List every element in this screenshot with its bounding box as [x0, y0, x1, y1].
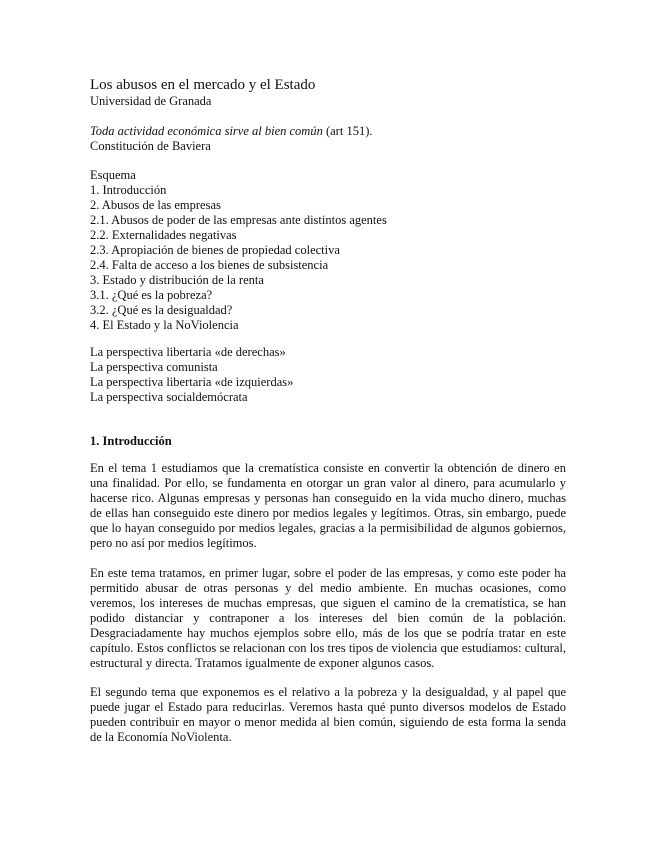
document-subtitle: Universidad de Granada — [90, 94, 212, 108]
outline-item: 2. Abusos de las empresas — [90, 198, 221, 212]
document-title: Los abusos en el mercado y el Estado — [90, 77, 316, 93]
outline — [90, 168, 566, 333]
outline-heading: Esquema — [90, 168, 136, 182]
outline-item: 4. El Estado y la NoViolencia — [90, 318, 239, 332]
outline-item: 2.4. Falta de acceso a los bienes de subsistencia — [90, 258, 329, 272]
perspective-item: La perspectiva comunista — [90, 360, 218, 374]
paragraph: En este tema tratamos, en primer lugar, sobre el poder de las empresas, y como este poder ha permitido abusar de otras personas y del medio ambiente. En muchas ocasiones, como veremos, los intereses de muchas empresas, que siguen el camino de la crematística, se han podido distanciar y contraponer a los intereses del bien común de la población. Desgraciadamente hay muchos ejemplos sobre ello, más de los que se podría tratar en este capítulo. Estos conflictos se relacionan con los tres tipos de violencia que estudiamos: cultural, estructural y directa. Tratamos igualmente de exponer algunos casos. — [90, 566, 566, 670]
paragraph: El segundo tema que exponemos es el relativo a la pobreza y la desigualdad, y al papel que puede jugar el Estado para reducirlas. Veremos hasta qué punto diversos modelos de Estado pueden contribuir en mayor o menor medida al bien común, siguiendo de esta forma la senda de la Economía NoViolenta. — [90, 685, 566, 744]
title-block — [90, 77, 566, 109]
epigraph — [90, 124, 566, 154]
outline-item: 2.1. Abusos de poder de las empresas ante distintos agentes — [90, 213, 387, 227]
perspectives-list — [90, 345, 566, 405]
perspective-item: La perspectiva libertaria «de derechas» — [90, 345, 286, 359]
outline-item: 2.3. Apropiación de bienes de propiedad colectiva — [90, 243, 340, 257]
perspective-item: La perspectiva libertaria «de izquierdas» — [90, 375, 294, 389]
epigraph-quote-ref: (art 151). — [322, 124, 373, 138]
epigraph-quote — [90, 124, 566, 139]
outline-item: 3.1. ¿Qué es la pobreza? — [90, 288, 213, 302]
outline-item: 1. Introducción — [90, 183, 167, 197]
outline-item: 2.2. Externalidades negativas — [90, 228, 237, 242]
perspective-item: La perspectiva socialdemócrata — [90, 390, 248, 404]
section-heading: 1. Introducción — [90, 434, 172, 448]
outline-item: 3.2. ¿Qué es la desigualdad? — [90, 303, 233, 317]
epigraph-quote-italic: Toda actividad económica sirve al bien común — [90, 124, 323, 138]
epigraph-source: Constitución de Baviera — [90, 139, 211, 153]
outline-item: 3. Estado y distribución de la renta — [90, 273, 264, 287]
paragraph: En el tema 1 estudiamos que la crematística consiste en convertir la obtención de dinero en una finalidad. Por ello, se fundamenta en otorgar un gran valor al dinero, para acumularlo y hacerse rico. Algunas empresas y personas han conseguido en la vida mucho dinero, muchas de ellas han conseguido este dinero por medios legales y legítimos. Otras, sin embargo, puede que lo hayan conseguido por medios legales, gracias a la permisibilidad de algunos gobiernos, pero no así por medios legítimos. — [90, 461, 566, 550]
